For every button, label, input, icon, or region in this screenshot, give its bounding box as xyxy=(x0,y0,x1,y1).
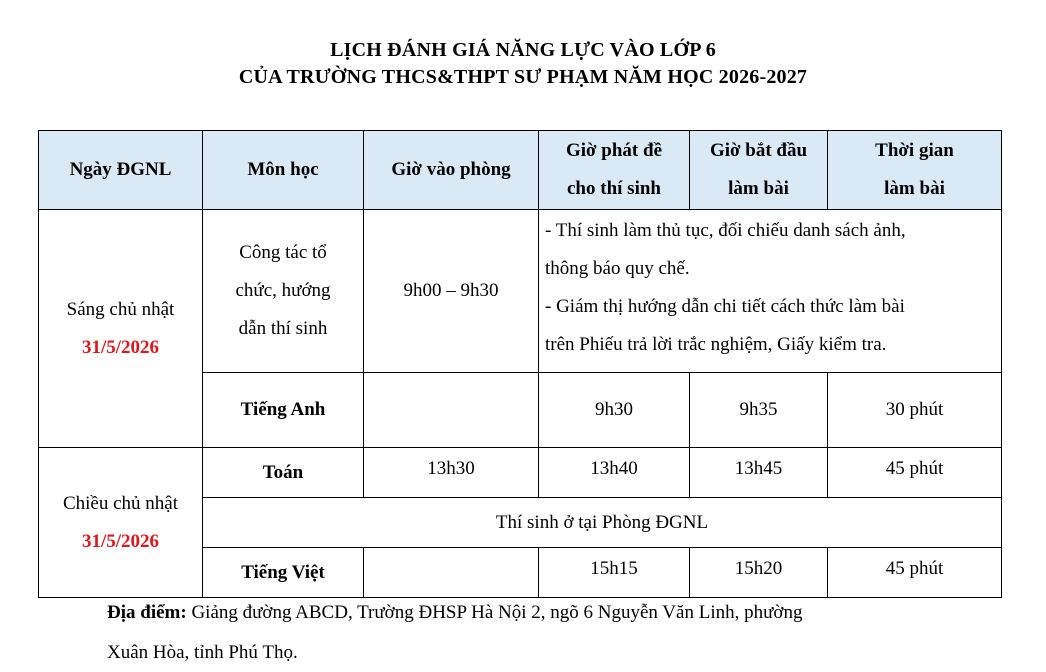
title-line-2: CỦA TRƯỜNG THCS&THPT SƯ PHẠM NĂM HỌC 2026-2027 xyxy=(238,66,808,88)
guide-line2: chức, hướng xyxy=(235,280,331,301)
schedule-table xyxy=(38,130,1002,598)
vietnamese-entry xyxy=(364,548,539,598)
guide-time-cell: 9h00 – 9h30 xyxy=(364,210,539,373)
vietnamese-duration: 45 phút xyxy=(828,548,1002,598)
afternoon-date: 31/5/2026 xyxy=(81,530,160,552)
afternoon-label: Chiều chủ nhật xyxy=(62,492,179,514)
morning-date-cell xyxy=(39,210,203,448)
header-duration xyxy=(828,131,1002,210)
location-line-2: Xuân Hòa, tỉnh Phú Thọ. xyxy=(107,642,298,663)
title-line-1: LỊCH ĐÁNH GIÁ NĂNG LỰC VÀO LỚP 6 xyxy=(330,39,716,61)
header-distribution-line1: Giờ phát đề xyxy=(565,140,663,161)
math-duration: 45 phút xyxy=(828,448,1002,498)
morning-label: Sáng chủ nhật xyxy=(66,298,175,320)
header-distribution-line2: cho thí sinh xyxy=(567,178,661,199)
guide-line3: dẫn thí sinh xyxy=(238,318,328,339)
guide-notes-cell xyxy=(539,210,1002,373)
english-duration: 30 phút xyxy=(828,373,1002,448)
header-start-line2: làm bài xyxy=(728,178,789,199)
header-distribution-time xyxy=(539,131,690,210)
morning-date: 31/5/2026 xyxy=(81,336,160,358)
header-duration-line2: làm bài xyxy=(884,178,945,199)
vietnamese-subject: Tiếng Việt xyxy=(203,548,364,598)
stay-note: Thí sinh ở tại Phòng ĐGNL xyxy=(203,498,1002,548)
math-distribution: 13h40 xyxy=(539,448,690,498)
location-label: Địa điểm: xyxy=(107,602,187,623)
guide-subject-cell xyxy=(203,210,364,373)
table-row xyxy=(39,210,1002,373)
table-row xyxy=(39,448,1002,498)
vietnamese-distribution: 15h15 xyxy=(539,548,690,598)
header-date: Ngày ĐGNL xyxy=(39,131,203,210)
english-start: 9h35 xyxy=(690,373,828,448)
english-subject: Tiếng Anh xyxy=(203,373,364,448)
header-start-time xyxy=(690,131,828,210)
header-row xyxy=(39,131,1002,210)
vietnamese-start: 15h20 xyxy=(690,548,828,598)
english-entry xyxy=(364,373,539,448)
header-duration-line1: Thời gian xyxy=(875,140,954,161)
header-entry-time: Giờ vào phòng xyxy=(364,131,539,210)
afternoon-date-cell xyxy=(39,448,203,598)
header-start-line1: Giờ bắt đầu xyxy=(709,140,808,161)
math-subject: Toán xyxy=(203,448,364,498)
note-line2: thông báo quy chế. xyxy=(545,258,690,279)
note-line3: - Giám thị hướng dẫn chi tiết cách thức làm bài xyxy=(545,296,905,317)
header-subject: Môn học xyxy=(203,131,364,210)
math-entry: 13h30 xyxy=(364,448,539,498)
guide-line1: Công tác tổ xyxy=(239,242,327,263)
math-start: 13h45 xyxy=(690,448,828,498)
note-line4: trên Phiếu trả lời trắc nghiệm, Giấy kiểm tra. xyxy=(545,334,887,355)
english-distribution: 9h30 xyxy=(539,373,690,448)
note-line1: - Thí sinh làm thủ tục, đối chiếu danh sách ảnh, xyxy=(545,220,906,241)
location-text-1: Giảng đường ABCD, Trường ĐHSP Hà Nội 2, ngõ 6 Nguyễn Văn Linh, phường xyxy=(186,602,803,623)
location-line-1 xyxy=(107,594,987,632)
